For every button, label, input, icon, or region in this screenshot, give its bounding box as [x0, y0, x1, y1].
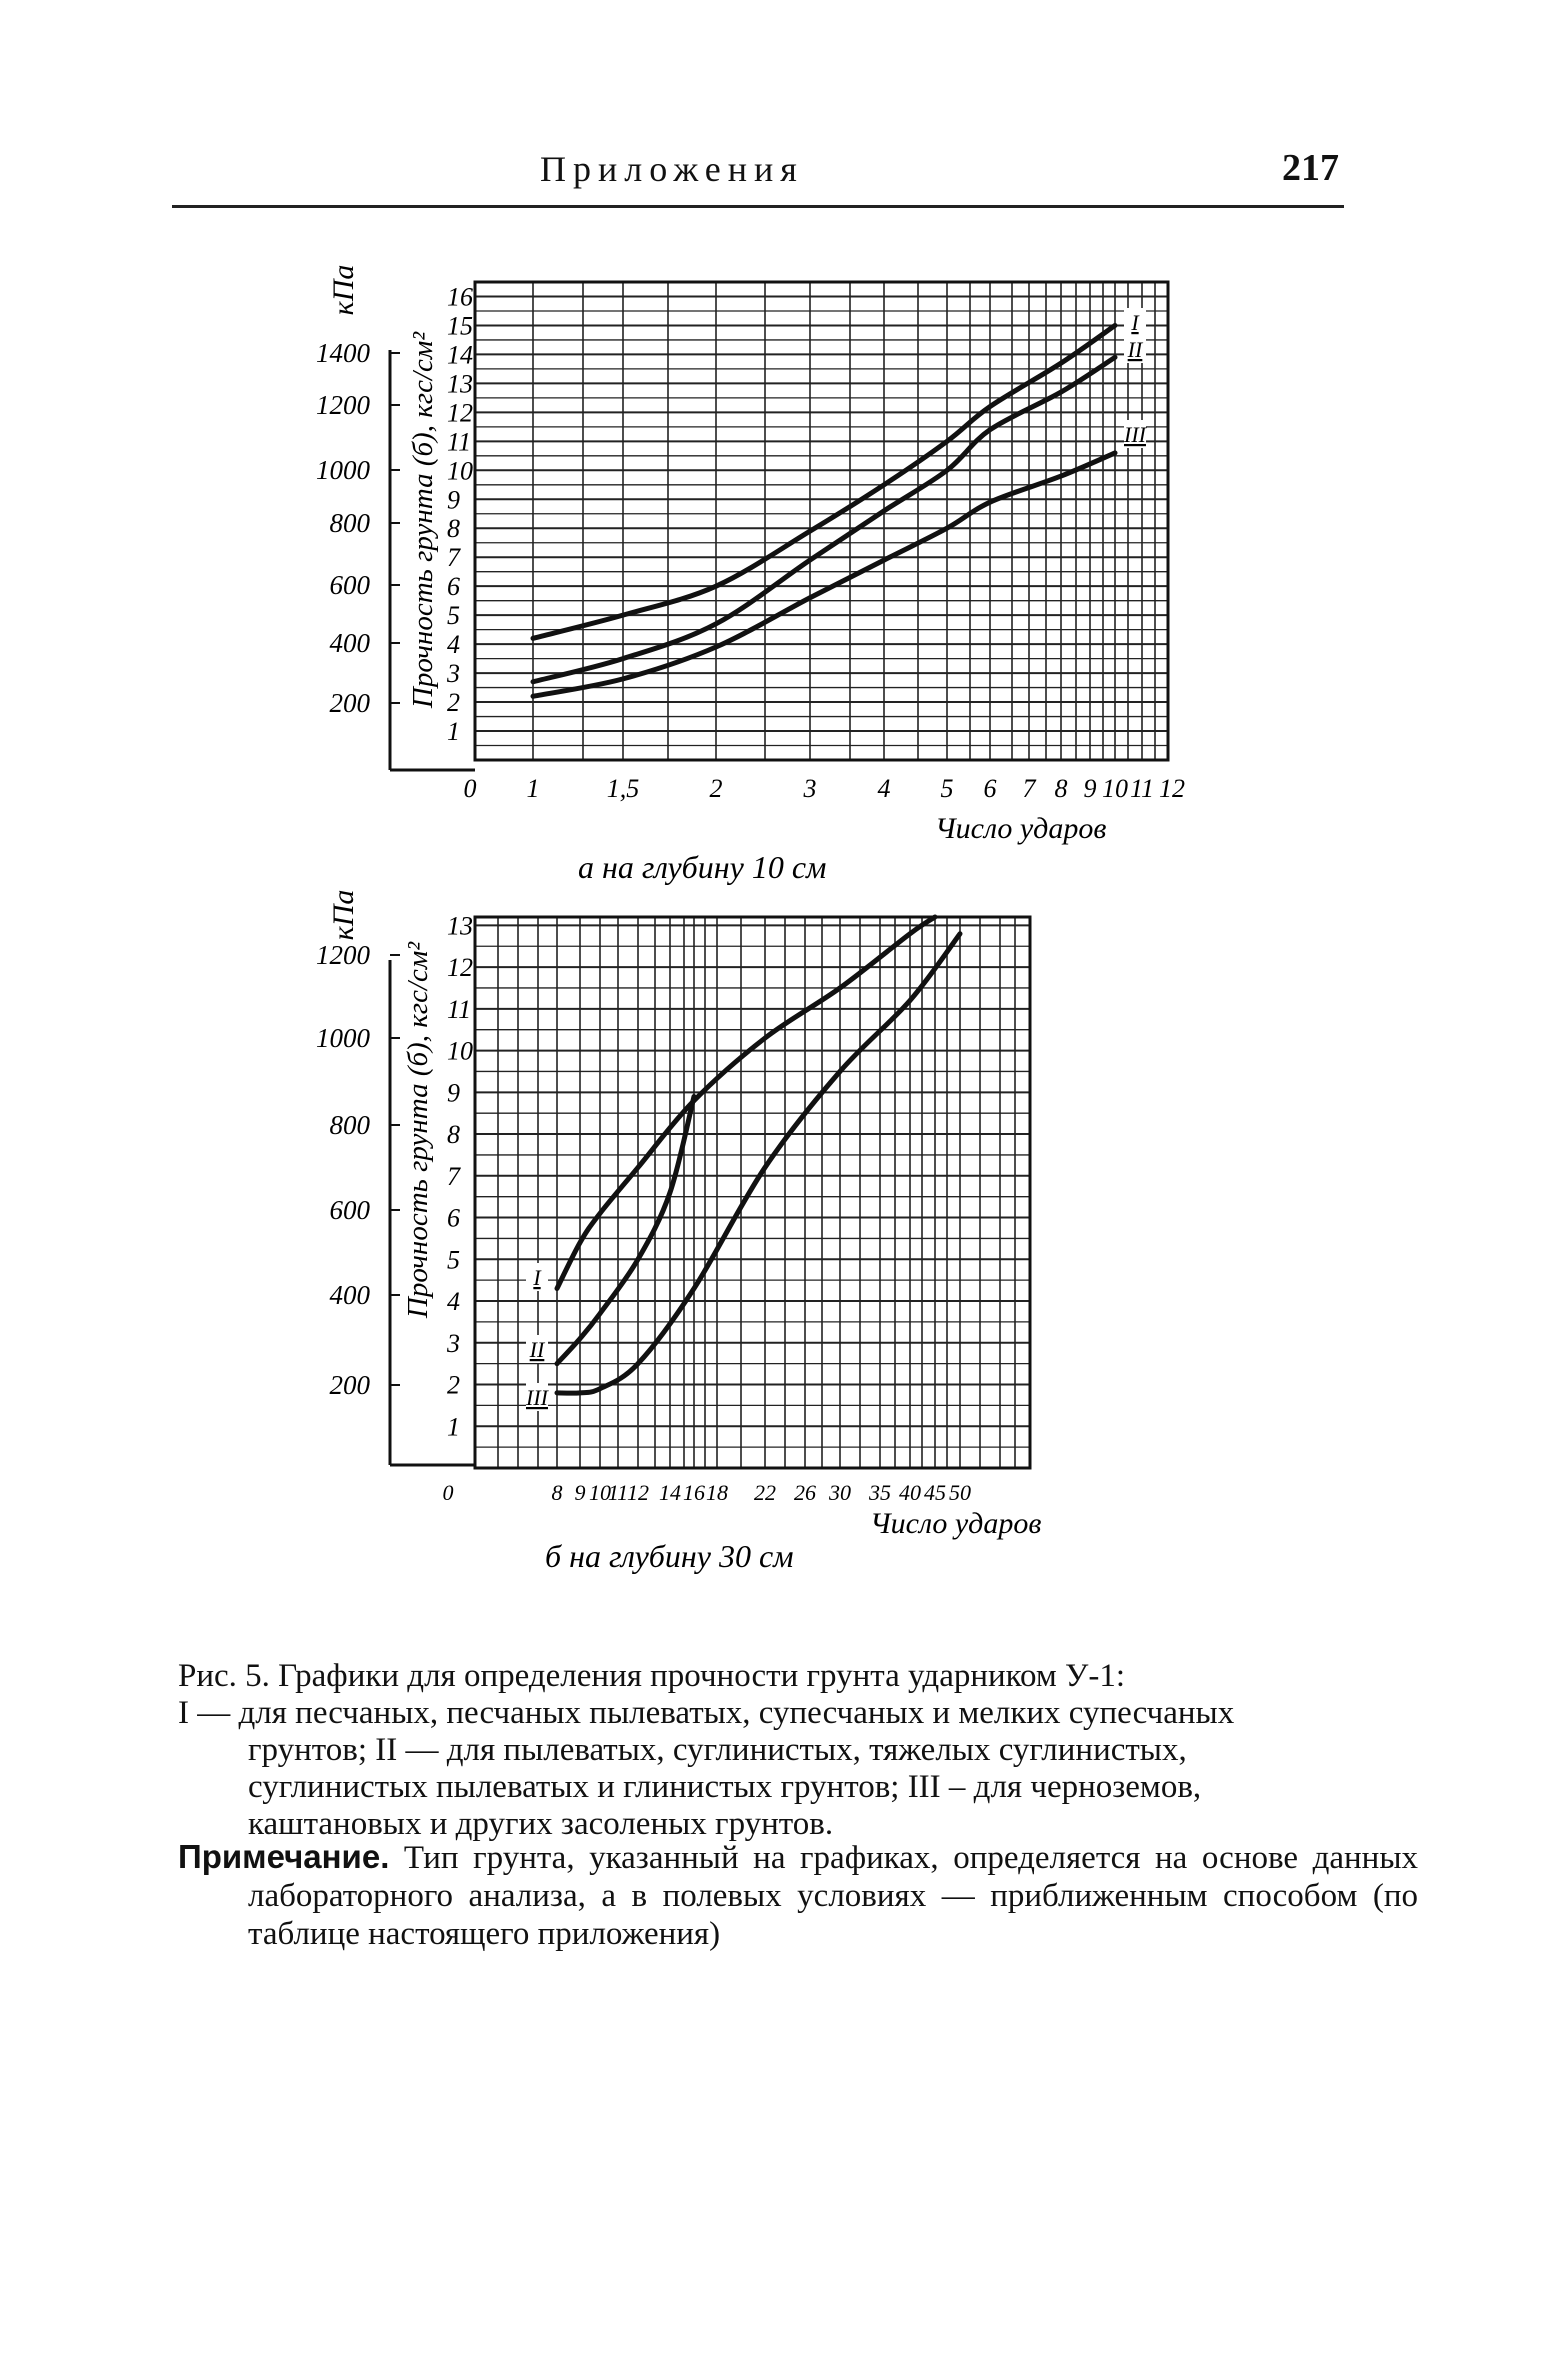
x-axis-label: Число ударов: [870, 1507, 1042, 1540]
chart-subtitle: б на глубину 30 см: [545, 1538, 794, 1574]
y-tick-label: 8: [447, 514, 460, 544]
y-tick-label: 9: [447, 1078, 460, 1108]
y-tick-label: 5: [447, 1245, 460, 1275]
series-label: II: [1127, 337, 1143, 362]
y2-tick-label: 400: [329, 1280, 370, 1310]
x-tick-label: 50: [949, 1480, 971, 1505]
y-tick-label: 11: [447, 994, 472, 1024]
y-tick-label: 12: [447, 398, 473, 428]
x-tick-label: 0: [463, 774, 477, 803]
x-tick-label: 26: [794, 1480, 816, 1505]
y2-axis-label: кПа: [327, 889, 360, 941]
x-tick-label: 1: [526, 774, 540, 803]
y2-tick-label: 200: [329, 688, 370, 718]
y-tick-label: 2: [447, 1370, 460, 1400]
x-tick-label: 0: [442, 1480, 454, 1505]
x-tick-label: 7: [1022, 774, 1036, 803]
y-tick-label: 8: [447, 1120, 460, 1150]
y2-tick-label: 600: [329, 570, 370, 600]
y-tick-label: 2: [447, 688, 460, 718]
x-tick-label: 1,5: [606, 774, 640, 803]
y-tick-label: 12: [447, 953, 473, 983]
x-tick-label: 22: [754, 1480, 776, 1505]
x-axis-label: Число ударов: [935, 812, 1107, 845]
y-tick-label: 13: [447, 369, 473, 399]
y2-tick-label: 400: [329, 628, 370, 658]
y-tick-label: 4: [447, 630, 460, 660]
x-tick-label: 9: [574, 1480, 586, 1505]
note-text: Тип грунта, указанный на графиках, определяется на основе данных лабораторного анализа, а в полевых условиях — приближенным способом (по таблице настоящего приложения): [248, 1840, 1418, 1952]
figure-caption: [178, 1658, 1348, 1843]
x-tick-label: 40: [899, 1480, 921, 1505]
x-tick-label: 8: [1054, 774, 1068, 803]
x-tick-label: 10: [1102, 774, 1128, 803]
x-tick-label: 9: [1083, 774, 1097, 803]
x-tick-label: 14: [659, 1480, 681, 1505]
x-tick-label: 8: [551, 1480, 563, 1505]
x-tick-label: 3: [803, 774, 817, 803]
running-header-title: Приложения: [540, 149, 804, 189]
y2-tick-label: 1200: [316, 390, 370, 420]
y2-tick-label: 1000: [316, 455, 370, 485]
x-tick-label: 6: [983, 774, 997, 803]
note: [178, 1838, 1418, 1953]
x-tick-label: 35: [869, 1480, 891, 1505]
x-tick-label: 11: [607, 1480, 629, 1505]
y-tick-label: 10: [447, 1036, 473, 1066]
y-tick-label: 7: [447, 543, 460, 573]
page-number: 217: [1282, 147, 1339, 189]
y2-tick-label: 1200: [316, 940, 370, 970]
y-tick-label: 3: [447, 1328, 460, 1358]
series-label: I: [1131, 310, 1139, 335]
note-label: Примечание.: [178, 1838, 390, 1875]
caption-legend: I — для песчаных, песчаных пылеватых, супесчаных и мелких супесчаных грунтов; II — для пылеватых, суглинистых, тяжелых суглинистых, суглинистых пылеватых и глинистых грунтов; III – для черноземов, каштановых и других засоленых грунтов.: [178, 1695, 1235, 1842]
x-tick-label: 12: [627, 1480, 649, 1505]
y2-tick-label: 800: [329, 508, 370, 538]
y-tick-label: 11: [447, 427, 472, 457]
series-line-II: [533, 357, 1115, 681]
series-line-I: [557, 917, 935, 1289]
y-tick-label: 15: [447, 311, 473, 341]
y-tick-label: 1: [447, 717, 460, 747]
x-tick-label: 18: [706, 1480, 728, 1505]
y2-tick-label: 1400: [316, 338, 370, 368]
x-tick-label: 5: [940, 774, 954, 803]
y2-tick-label: 1000: [316, 1023, 370, 1053]
series-label: II: [529, 1337, 545, 1362]
y-tick-label: 4: [447, 1287, 460, 1317]
x-tick-label: 10: [589, 1480, 611, 1505]
y-axis-label: Прочность грунта (б), кгс/см²: [407, 331, 439, 709]
y-tick-label: 13: [447, 911, 473, 941]
series-line-II: [557, 1096, 694, 1363]
chart-a: [316, 265, 1185, 885]
chart-b: [316, 890, 1041, 1574]
y2-tick-label: 200: [329, 1370, 370, 1400]
y-tick-label: 6: [447, 572, 460, 602]
series-label: I: [533, 1265, 541, 1290]
y2-tick-label: 800: [329, 1110, 370, 1140]
y-axis-label: Прочность грунта (б), кгс/см²: [402, 941, 434, 1319]
y-tick-label: 10: [447, 456, 473, 486]
chart-subtitle: а на глубину 10 см: [578, 849, 827, 885]
y-tick-label: 6: [447, 1203, 460, 1233]
y-tick-label: 14: [447, 340, 473, 370]
y2-axis-label: кПа: [327, 264, 360, 316]
y-tick-label: 1: [447, 1412, 460, 1442]
y-tick-label: 7: [447, 1161, 460, 1191]
x-tick-label: 12: [1159, 774, 1185, 803]
x-tick-label: 45: [924, 1480, 946, 1505]
x-tick-label: 11: [1129, 774, 1155, 803]
series-label: III: [526, 1385, 548, 1410]
x-tick-label: 30: [829, 1480, 851, 1505]
y-tick-label: 16: [447, 282, 473, 312]
y-tick-label: 3: [447, 659, 460, 689]
x-tick-label: 16: [683, 1480, 705, 1505]
x-tick-label: 2: [709, 774, 723, 803]
y-tick-label: 9: [447, 485, 460, 515]
y-tick-label: 5: [447, 601, 460, 631]
series-label: III: [1124, 422, 1146, 447]
y2-tick-label: 600: [329, 1195, 370, 1225]
x-tick-label: 4: [877, 774, 891, 803]
caption-title: Рис. 5. Графики для определения прочности грунта ударником У-1:: [178, 1658, 1126, 1694]
